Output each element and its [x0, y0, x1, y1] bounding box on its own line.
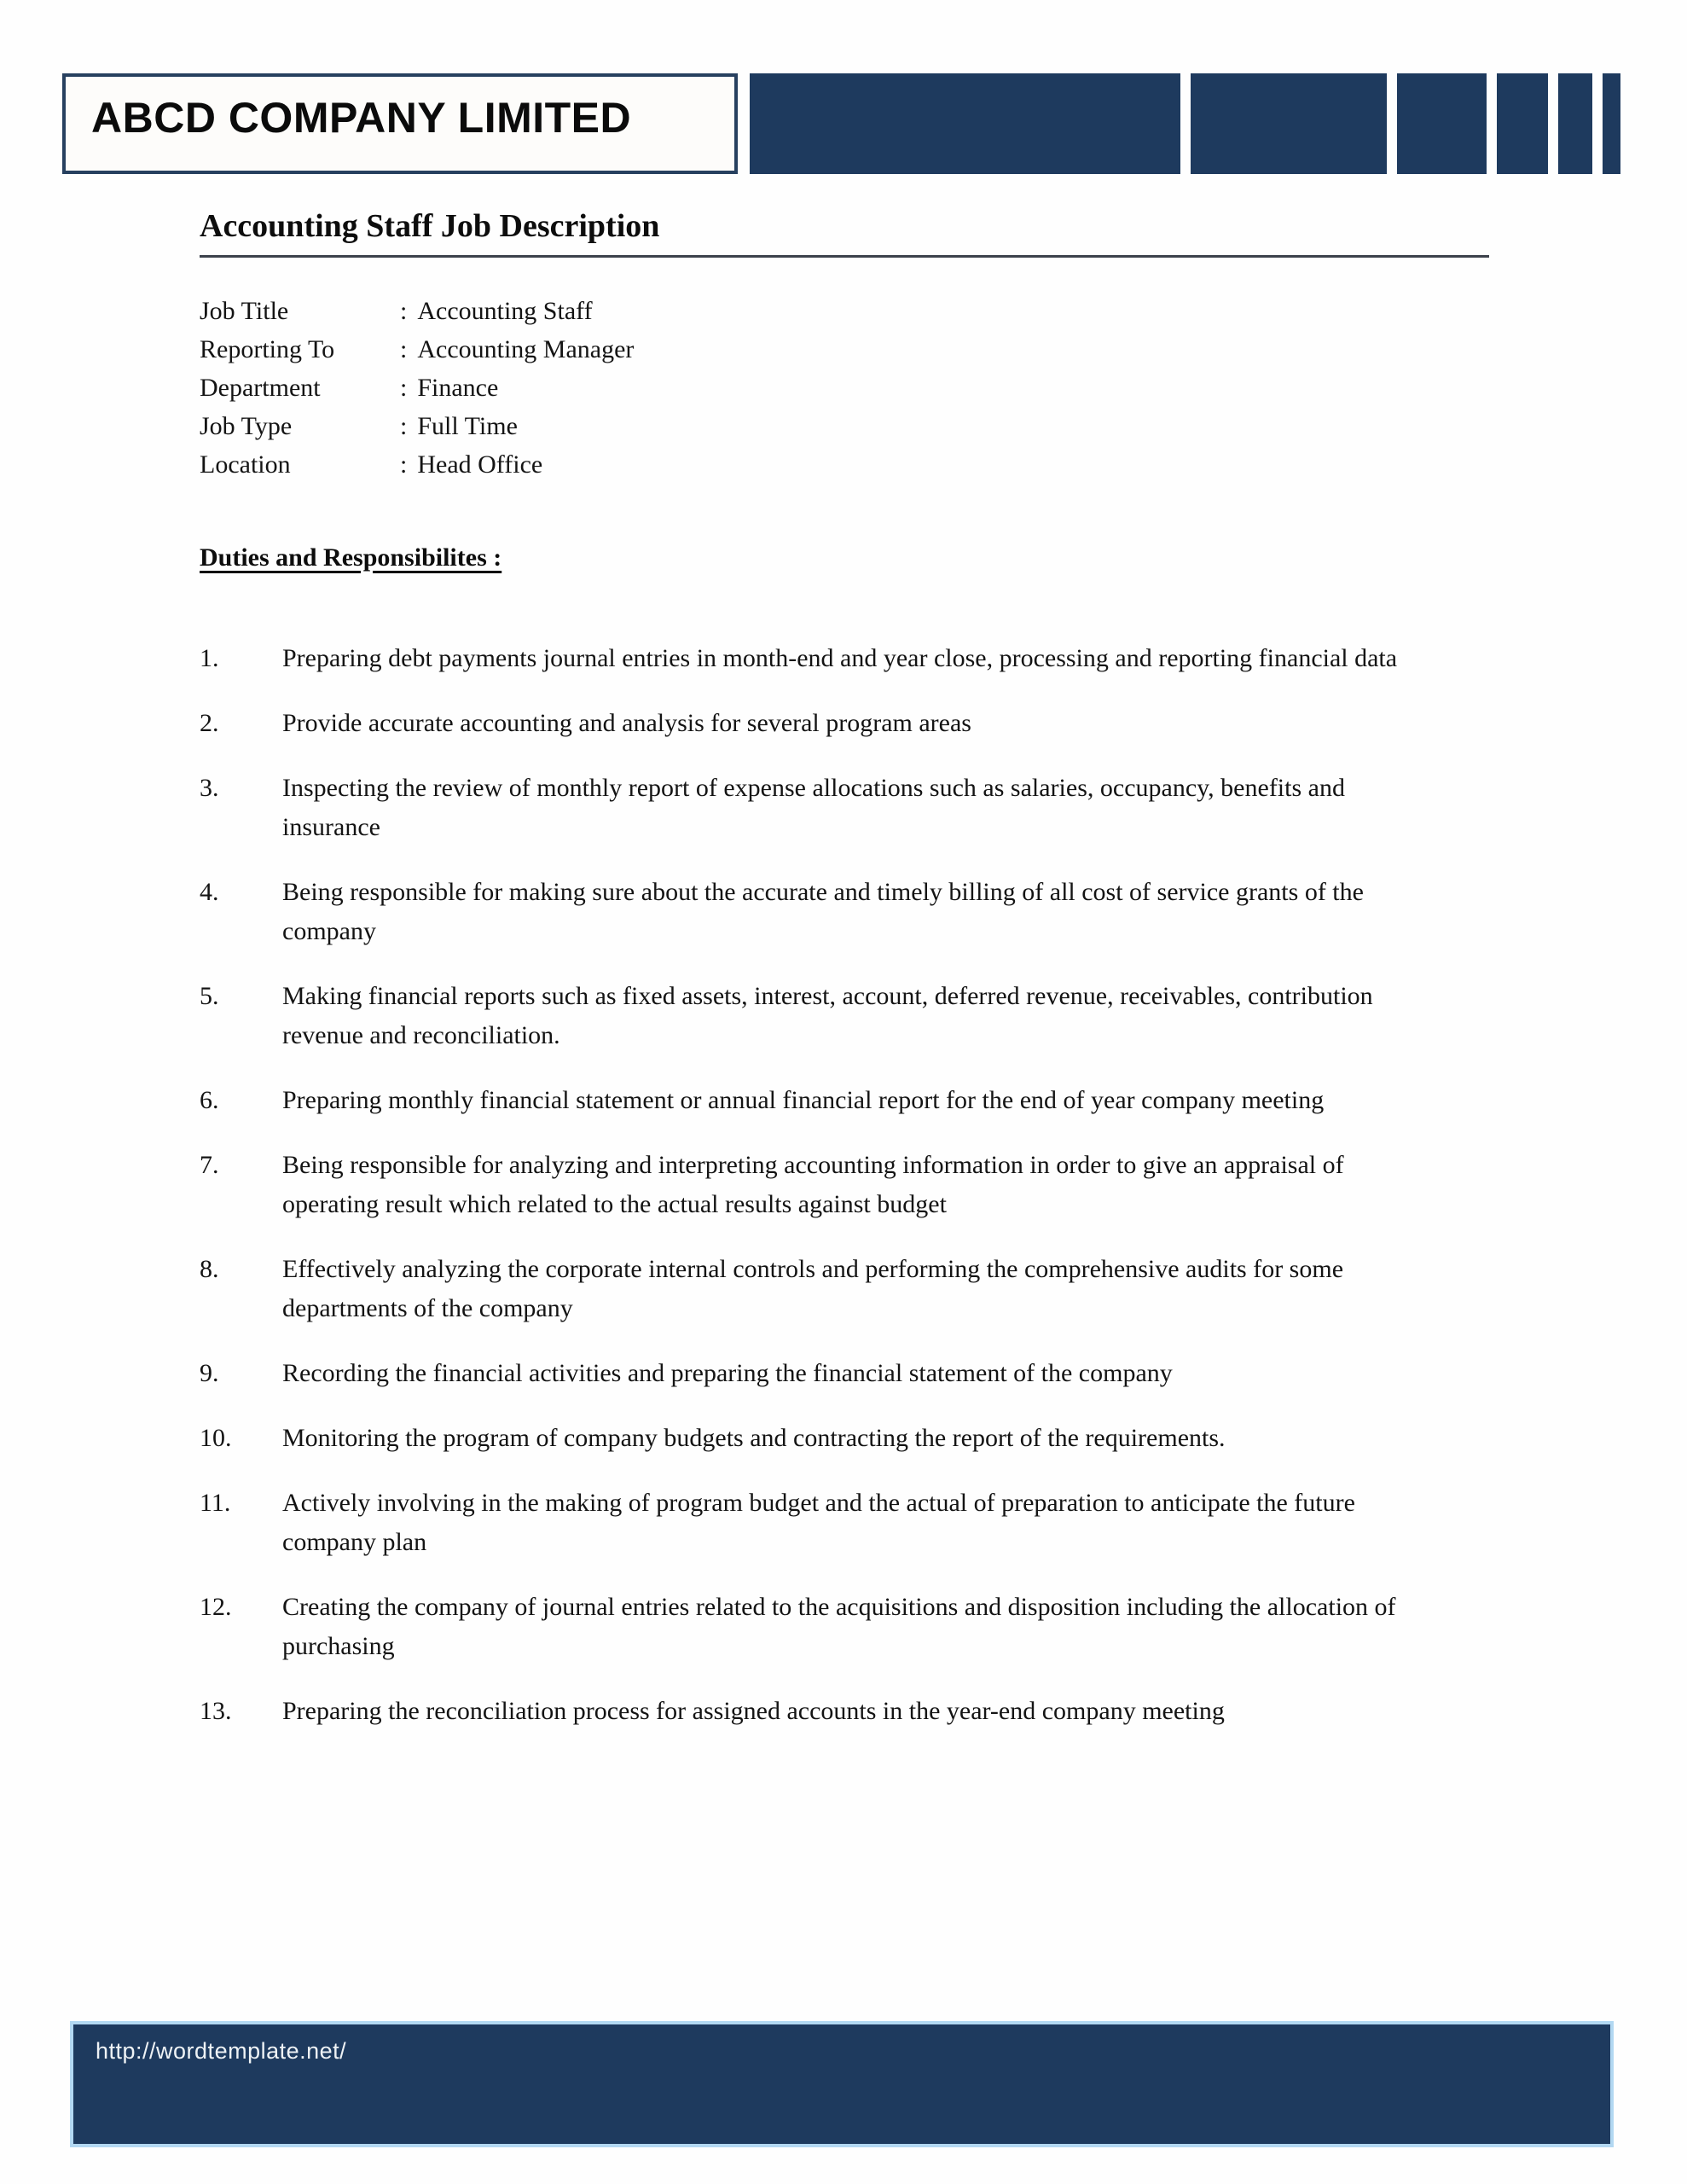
- decor-bar: [1558, 73, 1592, 174]
- job-meta-label: Reporting To: [200, 334, 335, 363]
- job-meta-row: [200, 330, 1489, 369]
- duty-item: [200, 977, 1489, 1055]
- job-meta-label: Job Title: [200, 296, 289, 325]
- duty-text: Preparing the reconciliation process for assigned accounts in the year-end company meeting: [282, 1696, 1225, 1725]
- decor-bar: [1191, 73, 1387, 174]
- job-meta-separator: :: [400, 296, 408, 325]
- duty-item: [200, 1419, 1489, 1458]
- job-meta-value: Accounting Manager: [417, 334, 635, 363]
- decor-bar: [1603, 73, 1620, 174]
- duty-number: 12.: [200, 1592, 232, 1621]
- page-header: [62, 73, 1620, 174]
- job-meta-separator: :: [400, 450, 408, 479]
- duty-text: Effectively analyzing the corporate internal controls and performing the comprehensive audits for some departments of the company: [282, 1254, 1344, 1322]
- duty-text: Recording the financial activities and preparing the financial statement of the company: [282, 1358, 1173, 1387]
- duty-number: 4.: [200, 877, 219, 906]
- job-meta-row: [200, 369, 1489, 407]
- duty-item: [200, 1354, 1489, 1393]
- duty-number: 11.: [200, 1488, 231, 1517]
- job-meta-label: Job Type: [200, 411, 293, 440]
- job-meta-separator: :: [400, 411, 408, 440]
- duty-number: 5.: [200, 981, 219, 1010]
- decor-bar: [1397, 73, 1487, 174]
- duty-number: 10.: [200, 1423, 232, 1452]
- duty-number: 3.: [200, 773, 219, 802]
- duty-number: 9.: [200, 1358, 219, 1387]
- duty-number: 13.: [200, 1696, 232, 1725]
- duty-text: Being responsible for analyzing and interpreting accounting information in order to give an appraisal of operating result which related to the actual results against budget: [282, 1150, 1344, 1218]
- job-meta-label: Department: [200, 373, 321, 402]
- duty-text: Preparing debt payments journal entries in month-end and year close, processing and reporting financial data: [282, 643, 1398, 672]
- duty-text: Inspecting the review of monthly report of expense allocations such as salaries, occupancy, benefits and insurance: [282, 773, 1345, 841]
- duty-number: 6.: [200, 1085, 219, 1114]
- duty-item: [200, 1250, 1489, 1328]
- job-meta-row: [200, 445, 1489, 484]
- duty-number: 8.: [200, 1254, 219, 1283]
- duty-number: 7.: [200, 1150, 219, 1179]
- duty-item: [200, 1588, 1489, 1666]
- job-meta-value: Accounting Staff: [417, 296, 593, 325]
- duty-item: [200, 704, 1489, 743]
- title-divider: [200, 255, 1489, 258]
- job-meta-value: Finance: [417, 373, 499, 402]
- duty-item: [200, 873, 1489, 951]
- duty-text: Being responsible for making sure about the accurate and timely billing of all cost of service grants of the company: [282, 877, 1364, 945]
- duty-number: 2.: [200, 708, 219, 737]
- duties-heading: Duties and Responsibilites :: [200, 543, 502, 572]
- decor-bar: [1497, 73, 1548, 174]
- duty-text: Provide accurate accounting and analysis for several program areas: [282, 708, 971, 737]
- company-logo-box: [62, 73, 738, 174]
- document-title: Accounting Staff Job Description: [200, 208, 660, 244]
- duty-text: Making financial reports such as fixed assets, interest, account, deferred revenue, receivables, contribution revenue and reconciliation.: [282, 981, 1373, 1049]
- job-meta-label: Location: [200, 450, 291, 479]
- duty-text: Preparing monthly financial statement or annual financial report for the end of year company meeting: [282, 1085, 1325, 1114]
- duty-item: [200, 769, 1489, 847]
- duty-text: Actively involving in the making of program budget and the actual of preparation to anticipate the future company plan: [282, 1488, 1355, 1556]
- footer-url: http://wordtemplate.net/: [96, 2038, 347, 2064]
- duty-text: Creating the company of journal entries related to the acquisitions and disposition including the allocation of purchasing: [282, 1592, 1396, 1660]
- job-meta-row: [200, 407, 1489, 445]
- page-footer: [70, 2021, 1614, 2147]
- duty-text: Monitoring the program of company budgets and contracting the report of the requirements.: [282, 1423, 1226, 1452]
- duty-item: [200, 1692, 1489, 1731]
- duty-item: [200, 1081, 1489, 1120]
- duty-item: [200, 1484, 1489, 1562]
- job-meta-value: Head Office: [417, 450, 543, 479]
- duties-list: [200, 639, 1489, 1731]
- header-decor-bars: [750, 73, 1620, 174]
- company-name: ABCD COMPANY LIMITED: [91, 94, 632, 142]
- decor-bar: [750, 73, 1180, 174]
- job-meta-separator: :: [400, 373, 408, 402]
- document-body: [200, 209, 1489, 1757]
- job-meta-row: [200, 292, 1489, 330]
- job-meta-list: [200, 292, 1489, 484]
- duty-item: [200, 1146, 1489, 1224]
- duty-number: 1.: [200, 643, 219, 672]
- job-meta-separator: :: [400, 334, 408, 363]
- job-meta-value: Full Time: [417, 411, 518, 440]
- duty-item: [200, 639, 1489, 678]
